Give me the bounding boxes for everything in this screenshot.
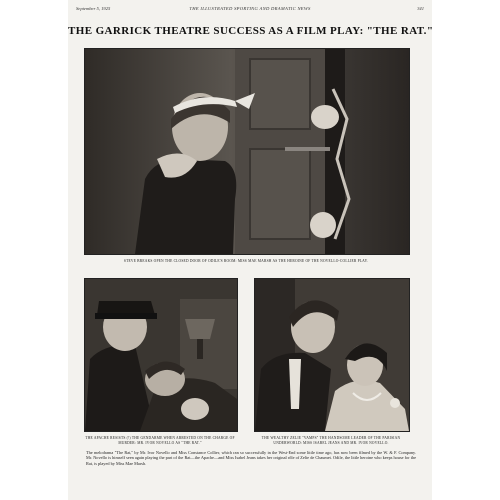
vamp-scene-illustration: [255, 279, 409, 431]
article-body-text: The melodrama "The Rat," by Mr. Ivor Novello and Miss Constance Collier, which ran so successfully in the West-End some little time ago, has now been filmed by the W. & F. Company. Mr. Novello is himself seen again playing the part of the Rat—the Apache—and Miss Isabel Jeans takes her original rôle of Zelie de Chaumet. Odile, the little heroine who keeps house for the Rat, is played by Miss Mae Marsh.: [86, 450, 416, 466]
magazine-page: [68, 0, 432, 500]
publication-name: THE ILLUSTRATED SPORTING AND DRAMATIC NEWS: [189, 6, 311, 11]
issue-date: September 5, 1925: [76, 6, 111, 11]
photo-bottom-right-vamp: [254, 278, 410, 432]
arrest-scene-illustration: [85, 279, 237, 431]
caption-bottom-left: THE APACHE RESISTS (!) THE GENDARME WHEN ARRESTED ON THE CHARGE OF MURDER: MR. IVOR NOVELLO AS "THE RAT.": [85, 436, 235, 445]
caption-top: STEVE BREAKS OPEN THE CLOSED DOOR OF ODILE'S ROOM: MISS MAE MARSH AS THE HEROINE OF THE NOVELLO-COLLIER PLAY.: [123, 259, 369, 263]
page-header: [76, 6, 424, 16]
page-number: 341: [417, 6, 424, 11]
door-scene-illustration: [85, 49, 409, 254]
photo-top-door-scene: [84, 48, 410, 255]
photo-bottom-left-arrest: [84, 278, 238, 432]
caption-bottom-right: THE WEALTHY ZELIE "VAMPS" THE HANDSOME LEADER OF THE PARISIAN UNDERWORLD: MISS ISABEL JEANS AND MR. IVOR NOVELLO.: [261, 436, 401, 445]
page-title: THE GARRICK THEATRE SUCCESS AS A FILM PLAY: "THE RAT.": [68, 25, 434, 37]
